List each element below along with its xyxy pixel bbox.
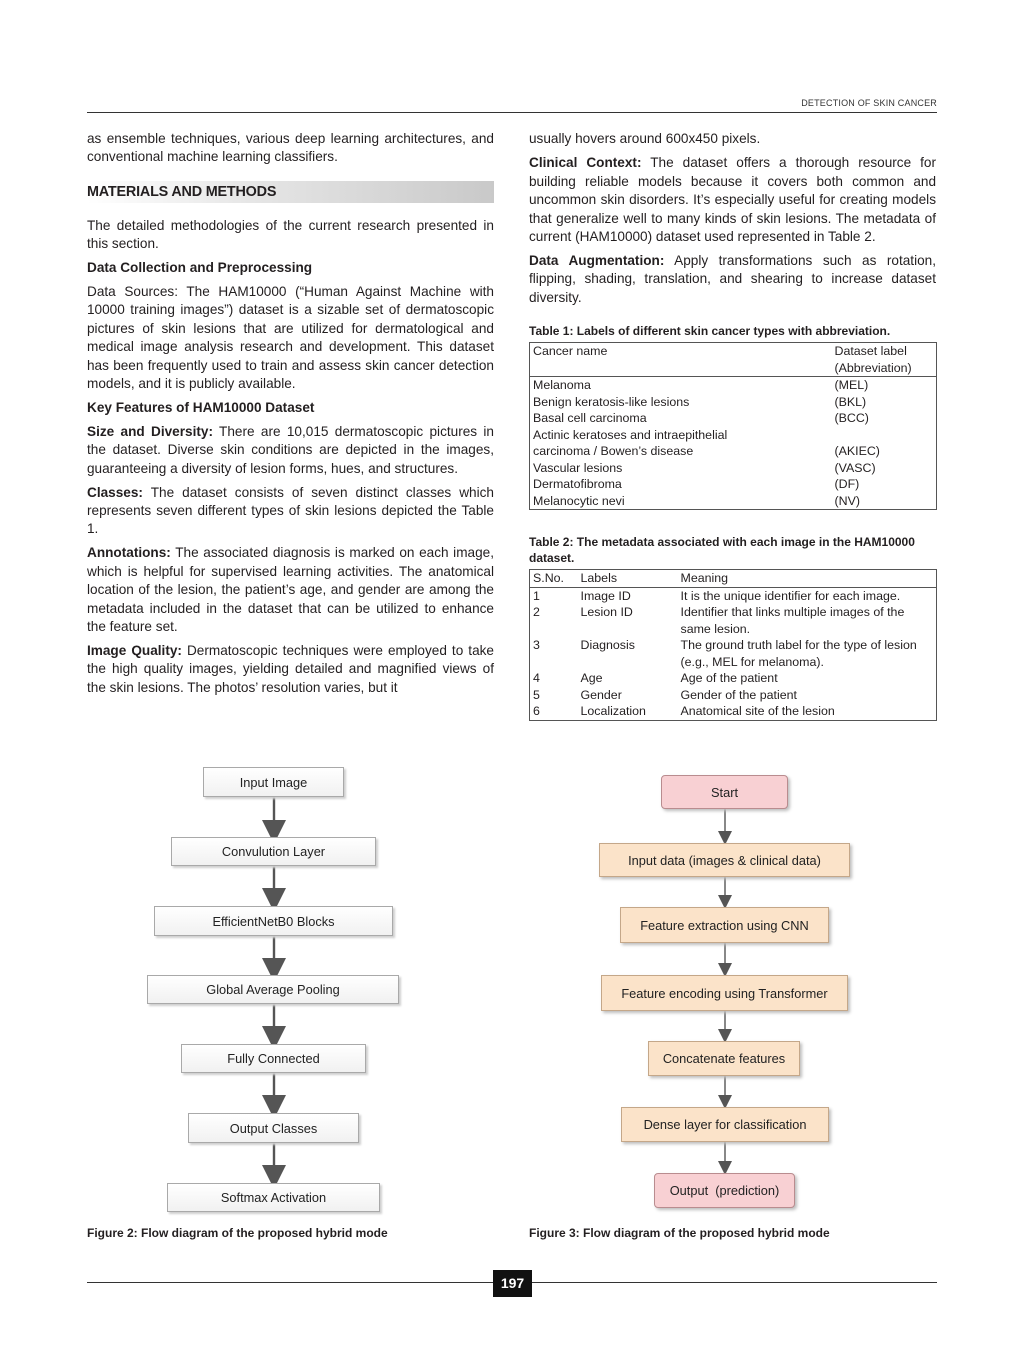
classes-paragraph — [87, 484, 494, 539]
table-row — [530, 604, 937, 637]
section-heading: MATERIALS AND METHODS — [87, 181, 494, 203]
quality-paragraph — [87, 642, 494, 697]
table1-header-row — [530, 343, 937, 377]
table-row — [530, 427, 937, 460]
table-cell: Actinic keratoses and intraepithelial carcinoma / Bowen’s disease — [533, 427, 728, 459]
table-row — [530, 460, 937, 477]
size-paragraph — [87, 423, 494, 478]
table2-caption: Table 2: The metadata associated with each image in the HAM10000 dataset. — [529, 535, 915, 566]
augmentation-label: Data Augmentation: — [529, 252, 665, 268]
table-cell: Melanocytic nevi — [533, 493, 625, 508]
table2-header-cell: S.No. — [530, 570, 578, 588]
right-column — [529, 130, 936, 721]
table-cell: 6 — [533, 704, 540, 719]
annotations-label: Annotations: — [87, 545, 171, 561]
fig3-step-input-data: Input data (images & clinical data) — [599, 843, 850, 877]
table2-header-row — [530, 570, 937, 588]
figure3-caption: Figure 3: Flow diagram of the proposed hybrid mode — [529, 1226, 830, 1240]
table-cell: 5 — [533, 687, 540, 702]
table-cell: Lesion ID — [580, 605, 633, 620]
page-number: 197 — [493, 1270, 532, 1297]
section-intro: The detailed methodologies of the current research presented in this section. — [87, 217, 494, 252]
classes-label: Classes: — [87, 484, 143, 500]
table-cell: Age — [580, 671, 603, 686]
clinical-label: Clinical Context: — [529, 155, 642, 171]
fig2-step-input-image: Input Image — [203, 767, 344, 797]
running-head: DETECTION OF SKIN CANCER — [801, 98, 937, 108]
fig3-step-concatenate-features: Concatenate features — [648, 1041, 800, 1076]
table-cell: Diagnosis — [580, 638, 635, 653]
table-cell: Gender of the patient — [680, 687, 797, 702]
fig3-step-start: Start — [661, 775, 788, 809]
annotations-text: The associated diagnosis is marked on each image, which is helpful for supervised learning activities. The anatomical location of the lesion, the patient’s age, and gender are among the metadata included in the dataset that can be utilized to enhance the feature set. — [87, 545, 494, 634]
table-cell: 4 — [533, 671, 540, 686]
table-cell: Image ID — [580, 588, 631, 603]
fig3-step-dense-layer: Dense layer for classification — [621, 1107, 829, 1142]
table-cell: (AKIEC) — [834, 444, 880, 459]
table-cell: Gender — [580, 687, 622, 702]
table2 — [529, 569, 937, 721]
table-row — [530, 670, 937, 687]
table-cell: Basal cell carcinoma — [533, 411, 647, 426]
header-rule — [87, 112, 937, 113]
figure2-caption: Figure 2: Flow diagram of the proposed hybrid mode — [87, 1226, 388, 1240]
table-row — [530, 637, 937, 670]
table-cell: Dermatofibroma — [533, 477, 622, 492]
table-cell: (DF) — [834, 477, 860, 492]
table-cell: (MEL) — [834, 378, 869, 393]
quality-label: Image Quality: — [87, 642, 182, 658]
table-row — [530, 410, 937, 427]
fig2-step-softmax-activation: Softmax Activation — [167, 1183, 380, 1212]
fig2-step-efficientnet-blocks: EfficientNetB0 Blocks — [154, 906, 393, 936]
table-cell: It is the unique identifier for each image. — [680, 588, 901, 603]
table-cell: Benign keratosis-like lesions — [533, 394, 690, 409]
table-cell: The ground truth label for the type of lesion (e.g., MEL for melanoma). — [680, 638, 917, 669]
table-cell: Vascular lesions — [533, 460, 623, 475]
table-row — [530, 476, 937, 493]
table-cell: (BKL) — [834, 394, 867, 409]
table-cell: Age of the patient — [680, 671, 778, 686]
table1-header-cell: Dataset label (Abbreviation) — [832, 343, 937, 377]
fig3-step-output: Output (prediction) — [654, 1173, 795, 1208]
table1 — [529, 342, 937, 510]
table-cell: Identifier that links multiple images of the same lesion. — [680, 605, 905, 636]
table-cell: (BCC) — [834, 411, 869, 426]
annotations-paragraph — [87, 544, 494, 636]
table-row — [530, 703, 937, 720]
table-cell: Localization — [580, 704, 646, 719]
table-row — [530, 687, 937, 704]
table-cell: Melanoma — [533, 378, 591, 393]
table-cell: (NV) — [834, 493, 860, 508]
subheading-data-collection: Data Collection and Preprocessing — [87, 260, 313, 276]
left-column — [87, 130, 494, 703]
table2-header-cell: Meaning — [678, 570, 937, 588]
table2-header-cell: Labels — [578, 570, 678, 588]
table-cell: 1 — [533, 588, 540, 603]
size-label: Size and Diversity: — [87, 423, 213, 439]
fig3-step-feature-extraction: Feature extraction using CNN — [620, 907, 829, 943]
size-text: There are 10,015 dermatoscopic pictures in the dataset. Diverse skin conditions are depicted in the images, guaranteeing a diversity of lesion forms, hues, and structures. — [87, 423, 494, 476]
clinical-paragraph — [529, 154, 936, 246]
classes-text: The dataset consists of seven distinct classes which represents seven different types of skin lesions depicted the Table 1. — [87, 484, 494, 537]
table-row — [530, 394, 937, 411]
table1-header-cell: Cancer name — [530, 343, 832, 377]
continuation-paragraph: usually hovers around 600x450 pixels. — [529, 131, 761, 146]
table-row — [530, 493, 937, 510]
augmentation-text: Apply transformations such as rotation, flipping, shading, translation, and shearing to increase dataset diversity. — [529, 252, 937, 305]
fig3-step-feature-encoding: Feature encoding using Transformer — [601, 975, 848, 1011]
table-cell: (VASC) — [834, 460, 876, 475]
subheading-key-features: Key Features of HAM10000 Dataset — [87, 399, 315, 415]
fig2-step-fully-connected: Fully Connected — [181, 1044, 366, 1073]
table-cell: 2 — [533, 605, 540, 620]
table-cell: 3 — [533, 638, 540, 653]
clinical-text: The dataset offers a thorough resource for building reliable models because it covers both common and uncommon skin disorders. It’s especially useful for creating models that generalize well to many kinds of skin lesions. The metadata of current (HAM10000) dataset used represented in Table 2. — [529, 155, 937, 245]
fig2-step-convolution-layer: Convulution Layer — [171, 837, 376, 866]
intro-paragraph: as ensemble techniques, various deep learning architectures, and conventional machine learning classifiers. — [87, 131, 494, 165]
table-cell: Anatomical site of the lesion — [680, 704, 835, 719]
table-row — [530, 377, 937, 394]
fig2-step-global-average-pooling: Global Average Pooling — [147, 975, 399, 1004]
table-row — [530, 587, 937, 604]
quality-text: Dermatoscopic techniques were employed to take the high quality images, yielding detailed and magnified views of the skin lesions. The photos’ resolution varies, but it — [87, 642, 494, 695]
fig2-step-output-classes: Output Classes — [188, 1113, 359, 1143]
augmentation-paragraph — [529, 252, 936, 307]
data-sources-paragraph: Data Sources: The HAM10000 (“Human Against Machine with 10000 training images”) dataset is a sizable set of dermatoscopic pictures of skin lesions that are utilized for dermatological and medical image analysis research and development. This dataset has been frequently used to train and assess skin cancer detection models, and it is publicly available. — [87, 284, 494, 392]
table1-caption: Table 1: Labels of different skin cancer types with abbreviation. — [529, 324, 891, 339]
